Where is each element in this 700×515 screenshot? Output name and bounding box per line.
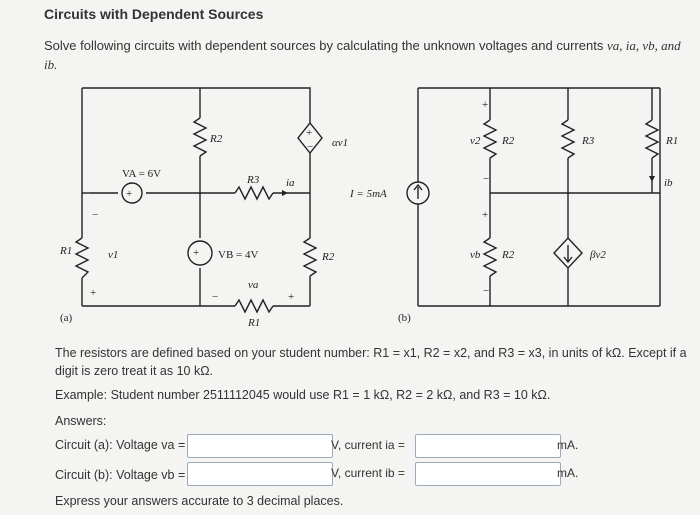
- ia-input[interactable]: [415, 434, 561, 458]
- va-input[interactable]: [187, 434, 333, 458]
- label-current-source: I = 5mA: [350, 188, 387, 200]
- label-dep-b: βv2: [590, 249, 606, 261]
- vb-input[interactable]: [187, 462, 333, 486]
- label-va-plus-end: +: [288, 291, 295, 303]
- label-r3-b: R3: [582, 135, 595, 147]
- label-va-source: VA = 6V: [122, 168, 162, 180]
- label-v2-plus: +: [482, 99, 489, 111]
- row-b-mid: V, current ib =: [331, 466, 405, 480]
- label-v1-minus: −: [92, 209, 99, 221]
- label-dep-a-minus: −: [307, 141, 314, 153]
- intro-prefix: Solve following circuits with dependent sources by calculating the unknown voltages and currents: [44, 38, 607, 53]
- footer-note: Express your answers accurate to 3 decimal places.: [55, 494, 344, 508]
- label-dep-a: αv1: [332, 137, 349, 149]
- label-r1-left: R1: [60, 245, 73, 257]
- label-v2-minus: −: [483, 173, 490, 185]
- label-r2-top-b: R2: [502, 135, 515, 147]
- label-r3-a: R3: [247, 174, 260, 186]
- resistor-definition: The resistors are defined based on your student number: R1 = x1, R2 = x2, and R3 = x3, in units of kΩ. Except if a: [55, 346, 687, 360]
- label-dep-a-plus: +: [306, 127, 313, 139]
- circuit-diagram: [60, 78, 700, 340]
- label-r1-b: R1: [666, 135, 679, 147]
- label-va-minus: −: [212, 291, 219, 303]
- row-b-unit: mA.: [557, 466, 579, 480]
- label-r2-bottom-b: R2: [502, 249, 515, 261]
- intro-vars: va, ia, vb, and: [606, 38, 681, 53]
- intro-var-last: ib.: [44, 57, 58, 72]
- label-r2-top-a: R2: [210, 133, 223, 145]
- example-text: Example: Student number 2511112045 would use R1 = 1 kΩ, R2 = 2 kΩ, and R3 = 10 kΩ.: [55, 388, 551, 402]
- row-a-mid: V, current ia =: [331, 438, 405, 452]
- label-v1-plus: +: [90, 287, 97, 299]
- label-v2: v2: [470, 135, 481, 147]
- resistor-definition-cont: digit is zero treat it as 10 kΩ.: [55, 364, 214, 378]
- label-ib: ib: [664, 177, 673, 189]
- label-vb-plus: +: [193, 247, 200, 259]
- label-r2-right-a: R2: [322, 251, 335, 263]
- row-a-unit: mA.: [557, 438, 579, 452]
- label-vb-source: VB = 4V: [218, 249, 259, 261]
- page-title: Circuits with Dependent Sources: [44, 6, 264, 22]
- label-vb-minus-b: −: [483, 285, 490, 297]
- label-va: va: [248, 279, 259, 291]
- label-fig-a: (a): [60, 312, 73, 324]
- label-r1-bottom-a: R1: [248, 317, 261, 329]
- label-ia: ia: [286, 177, 295, 189]
- intro-text: [44, 36, 684, 74]
- answers-label: Answers:: [55, 414, 107, 428]
- label-fig-b: (b): [398, 312, 411, 324]
- label-va-plus: +: [126, 188, 133, 200]
- label-vb: vb: [470, 249, 481, 261]
- row-a-prefix: Circuit (a): Voltage va =: [55, 438, 186, 452]
- label-v1: v1: [108, 249, 119, 261]
- label-vb-plus-b: +: [482, 209, 489, 221]
- row-b-prefix: Circuit (b): Voltage vb =: [55, 468, 186, 482]
- ib-input[interactable]: [415, 462, 561, 486]
